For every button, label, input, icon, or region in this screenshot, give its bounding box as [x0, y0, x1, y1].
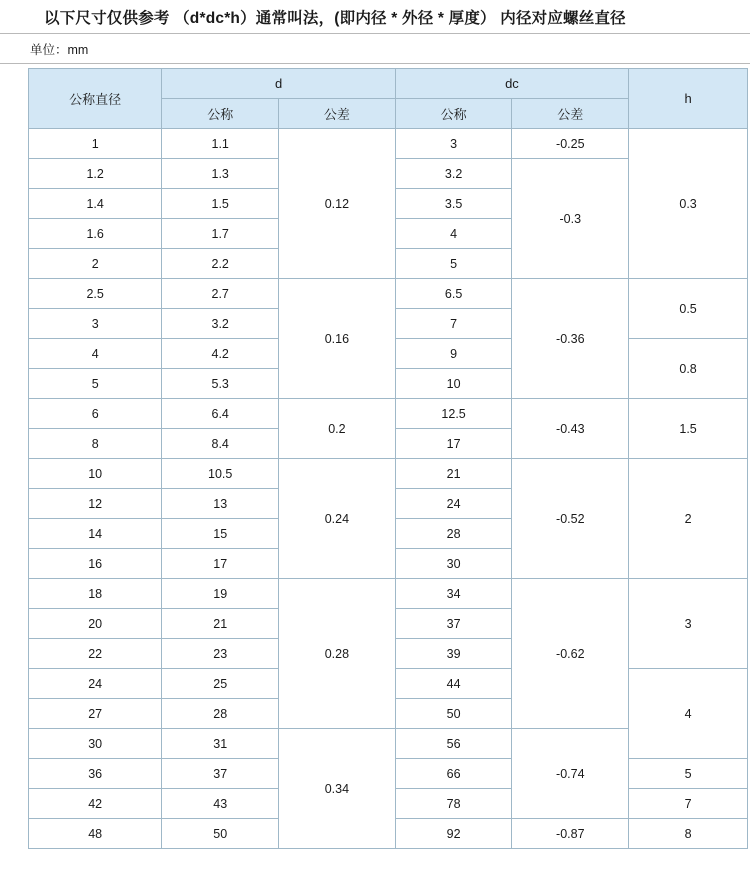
cell-h: 2 — [629, 459, 748, 579]
cell-h: 0.3 — [629, 129, 748, 279]
header-dc-tolerance: 公差 — [512, 99, 629, 129]
cell-nominal-diameter: 1 — [29, 129, 162, 159]
cell-dc-nominal: 21 — [395, 459, 512, 489]
cell-d-nominal: 37 — [162, 759, 279, 789]
cell-dc-nominal: 39 — [395, 639, 512, 669]
cell-d-nominal: 25 — [162, 669, 279, 699]
cell-dc-nominal: 28 — [395, 519, 512, 549]
cell-d-nominal: 10.5 — [162, 459, 279, 489]
cell-h: 7 — [629, 789, 748, 819]
header-row-groups — [29, 69, 748, 99]
cell-d-nominal: 15 — [162, 519, 279, 549]
cell-d-nominal: 2.2 — [162, 249, 279, 279]
unit-row — [0, 34, 750, 64]
cell-nominal-diameter: 42 — [29, 789, 162, 819]
cell-nominal-diameter: 48 — [29, 819, 162, 849]
cell-h: 0.5 — [629, 279, 748, 339]
cell-d-nominal: 50 — [162, 819, 279, 849]
cell-dc-nominal: 66 — [395, 759, 512, 789]
cell-d-tolerance: 0.16 — [279, 279, 396, 399]
cell-nominal-diameter: 16 — [29, 549, 162, 579]
cell-dc-nominal: 37 — [395, 609, 512, 639]
header-d: d — [162, 69, 395, 99]
cell-d-nominal: 8.4 — [162, 429, 279, 459]
cell-d-tolerance: 0.2 — [279, 399, 396, 459]
header-d-tolerance: 公差 — [279, 99, 396, 129]
cell-nominal-diameter: 8 — [29, 429, 162, 459]
cell-dc-nominal: 12.5 — [395, 399, 512, 429]
cell-d-nominal: 43 — [162, 789, 279, 819]
header-dc-nominal: 公称 — [395, 99, 512, 129]
table-head — [29, 69, 748, 129]
cell-dc-nominal: 92 — [395, 819, 512, 849]
cell-d-nominal: 6.4 — [162, 399, 279, 429]
cell-d-nominal: 1.5 — [162, 189, 279, 219]
cell-dc-nominal: 3.5 — [395, 189, 512, 219]
cell-nominal-diameter: 1.2 — [29, 159, 162, 189]
cell-h: 4 — [629, 669, 748, 759]
dimension-table — [28, 68, 748, 849]
cell-dc-nominal: 4 — [395, 219, 512, 249]
table-row — [29, 129, 748, 159]
header-dc: dc — [395, 69, 628, 99]
cell-nominal-diameter: 12 — [29, 489, 162, 519]
cell-h: 3 — [629, 579, 748, 669]
cell-h: 1.5 — [629, 399, 748, 459]
page-title: 以下尺寸仅供参考 （d*dc*h）通常叫法，(即内径 * 外径 * 厚度） 内径对应螺丝直径 — [44, 9, 626, 27]
cell-nominal-diameter: 27 — [29, 699, 162, 729]
cell-nominal-diameter: 2 — [29, 249, 162, 279]
cell-d-nominal: 1.1 — [162, 129, 279, 159]
cell-nominal-diameter: 18 — [29, 579, 162, 609]
cell-h: 0.8 — [629, 339, 748, 399]
cell-dc-nominal: 9 — [395, 339, 512, 369]
cell-nominal-diameter: 3 — [29, 309, 162, 339]
document-title-row — [0, 0, 750, 34]
cell-dc-tolerance: -0.62 — [512, 579, 629, 729]
cell-d-nominal: 5.3 — [162, 369, 279, 399]
cell-dc-nominal: 3 — [395, 129, 512, 159]
cell-dc-nominal: 44 — [395, 669, 512, 699]
cell-dc-nominal: 3.2 — [395, 159, 512, 189]
cell-d-tolerance: 0.34 — [279, 729, 396, 849]
cell-d-nominal: 19 — [162, 579, 279, 609]
cell-d-nominal: 23 — [162, 639, 279, 669]
table-row — [29, 459, 748, 489]
cell-d-nominal: 17 — [162, 549, 279, 579]
cell-d-nominal: 21 — [162, 609, 279, 639]
cell-dc-tolerance: -0.3 — [512, 159, 629, 279]
cell-dc-tolerance: -0.87 — [512, 819, 629, 849]
cell-dc-nominal: 34 — [395, 579, 512, 609]
cell-d-nominal: 28 — [162, 699, 279, 729]
cell-dc-nominal: 17 — [395, 429, 512, 459]
cell-dc-tolerance: -0.43 — [512, 399, 629, 459]
cell-nominal-diameter: 6 — [29, 399, 162, 429]
header-d-nominal: 公称 — [162, 99, 279, 129]
cell-nominal-diameter: 5 — [29, 369, 162, 399]
cell-d-tolerance: 0.28 — [279, 579, 396, 729]
cell-d-nominal: 4.2 — [162, 339, 279, 369]
cell-nominal-diameter: 2.5 — [29, 279, 162, 309]
cell-nominal-diameter: 1.6 — [29, 219, 162, 249]
cell-d-nominal: 13 — [162, 489, 279, 519]
cell-d-nominal: 1.7 — [162, 219, 279, 249]
cell-d-nominal: 1.3 — [162, 159, 279, 189]
table-body — [29, 129, 748, 849]
cell-dc-tolerance: -0.36 — [512, 279, 629, 399]
cell-dc-tolerance: -0.25 — [512, 129, 629, 159]
cell-nominal-diameter: 24 — [29, 669, 162, 699]
cell-d-nominal: 31 — [162, 729, 279, 759]
table-row — [29, 579, 748, 609]
cell-dc-tolerance: -0.52 — [512, 459, 629, 579]
unit-label: 单位：mm — [30, 42, 89, 57]
cell-dc-nominal: 5 — [395, 249, 512, 279]
table-row — [29, 279, 748, 309]
cell-nominal-diameter: 22 — [29, 639, 162, 669]
cell-nominal-diameter: 20 — [29, 609, 162, 639]
cell-nominal-diameter: 14 — [29, 519, 162, 549]
cell-dc-nominal: 10 — [395, 369, 512, 399]
cell-dc-nominal: 7 — [395, 309, 512, 339]
cell-d-tolerance: 0.12 — [279, 129, 396, 279]
cell-dc-nominal: 56 — [395, 729, 512, 759]
header-nominal-diameter: 公称直径 — [29, 69, 162, 129]
table-row — [29, 399, 748, 429]
cell-d-tolerance: 0.24 — [279, 459, 396, 579]
cell-nominal-diameter: 10 — [29, 459, 162, 489]
cell-h: 5 — [629, 759, 748, 789]
cell-nominal-diameter: 30 — [29, 729, 162, 759]
cell-dc-nominal: 24 — [395, 489, 512, 519]
cell-h: 8 — [629, 819, 748, 849]
cell-dc-nominal: 6.5 — [395, 279, 512, 309]
cell-nominal-diameter: 4 — [29, 339, 162, 369]
cell-dc-nominal: 30 — [395, 549, 512, 579]
cell-d-nominal: 3.2 — [162, 309, 279, 339]
cell-nominal-diameter: 1.4 — [29, 189, 162, 219]
cell-nominal-diameter: 36 — [29, 759, 162, 789]
cell-dc-tolerance: -0.74 — [512, 729, 629, 819]
cell-dc-nominal: 78 — [395, 789, 512, 819]
cell-dc-nominal: 50 — [395, 699, 512, 729]
cell-d-nominal: 2.7 — [162, 279, 279, 309]
header-h: h — [629, 69, 748, 129]
